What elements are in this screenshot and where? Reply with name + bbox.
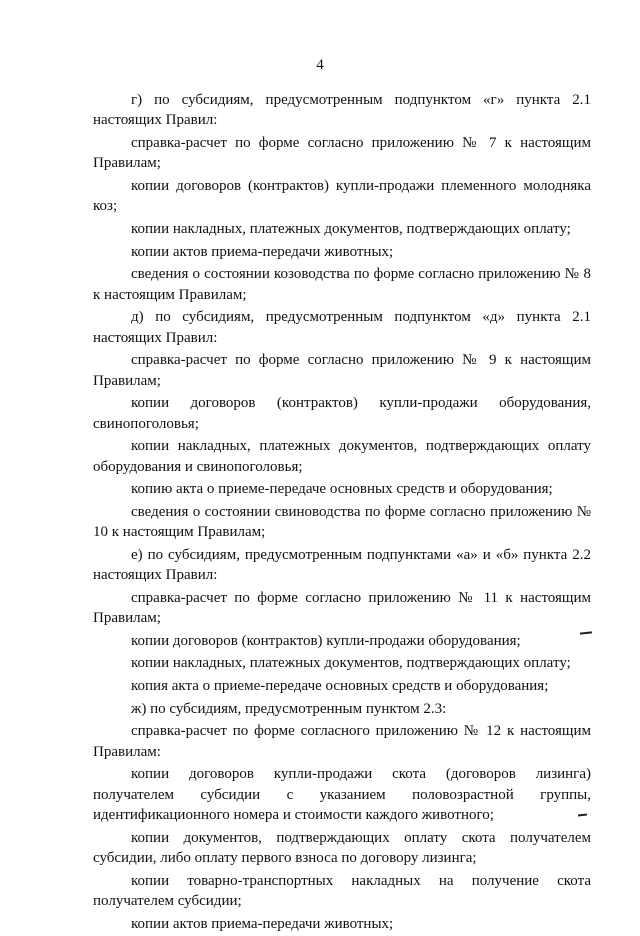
paragraph: справка-расчет по форме согласно приложению № 11 к настоящим Правилам;	[93, 589, 591, 627]
paragraph: справка-расчет по форме согласно приложению № 9 к настоящим Правилам;	[93, 352, 591, 389]
paragraph: г) по субсидиям, предусмотренным подпунктом «г» пункта 2.1 настоящих Правил:	[93, 92, 591, 129]
paragraph: копии накладных, платежных документов, подтверждающих оплату;	[131, 655, 571, 672]
page-number: 4	[316, 57, 324, 73]
paragraph: копии договоров купли-продажи скота (договоров лизинга) получателем субсидии с указанием половозрастной группы, идентификационного номера и стоимости каждого животного;	[93, 766, 591, 823]
paragraph: е) по субсидиям, предусмотренным подпунктами «а» и «б» пункта 2.2 настоящих Правил:	[93, 546, 591, 584]
paragraph: копии документов, подтверждающих оплату скота получателем субсидии, либо оплату первого взноса по договору лизинга;	[93, 829, 591, 866]
document-body	[93, 90, 591, 936]
paragraph: копии актов приема-передачи животных;	[131, 915, 394, 932]
paragraph: копии товарно-транспортных накладных на получение скота получателем субсидии;	[93, 872, 591, 909]
paragraph: ж) по субсидиям, предусмотренным пунктом 2.3:	[131, 700, 447, 717]
paragraph: копии договоров (контрактов) купли-продажи оборудования;	[131, 632, 521, 649]
paragraph: д) по субсидиям, предусмотренным подпунктом «д» пункта 2.1 настоящих Правил:	[93, 309, 591, 346]
paragraph: сведения о состоянии козоводства по форме согласно приложению № 8 к настоящим Правилам;	[93, 266, 591, 303]
paragraph: копии накладных, платежных документов, подтверждающих оплату;	[131, 221, 571, 237]
paragraph: сведения о состоянии свиноводства по форме согласно приложению № 10 к настоящим Правилам;	[93, 503, 591, 541]
paragraph: копии договоров (контрактов) купли-продажи оборудования, свинопоголовья;	[93, 395, 591, 432]
paragraph: копии актов приема-передачи животных;	[131, 243, 394, 260]
paragraph: справка-расчет по форме согласного приложению № 12 к настоящим Правилам:	[93, 723, 591, 760]
paragraph: копия акта о приеме-передаче основных средств и оборудования;	[131, 677, 549, 694]
paragraph: копии договоров (контрактов) купли-продажи племенного молодняка коз;	[93, 178, 591, 215]
paragraph: копии накладных, платежных документов, подтверждающих оплату оборудования и свинопоголовья;	[93, 438, 591, 475]
paragraph: справка-расчет по форме согласно приложению № 7 к настоящим Правилам;	[93, 135, 591, 172]
paragraph: копию акта о приеме-передаче основных средств и оборудования;	[131, 481, 553, 498]
